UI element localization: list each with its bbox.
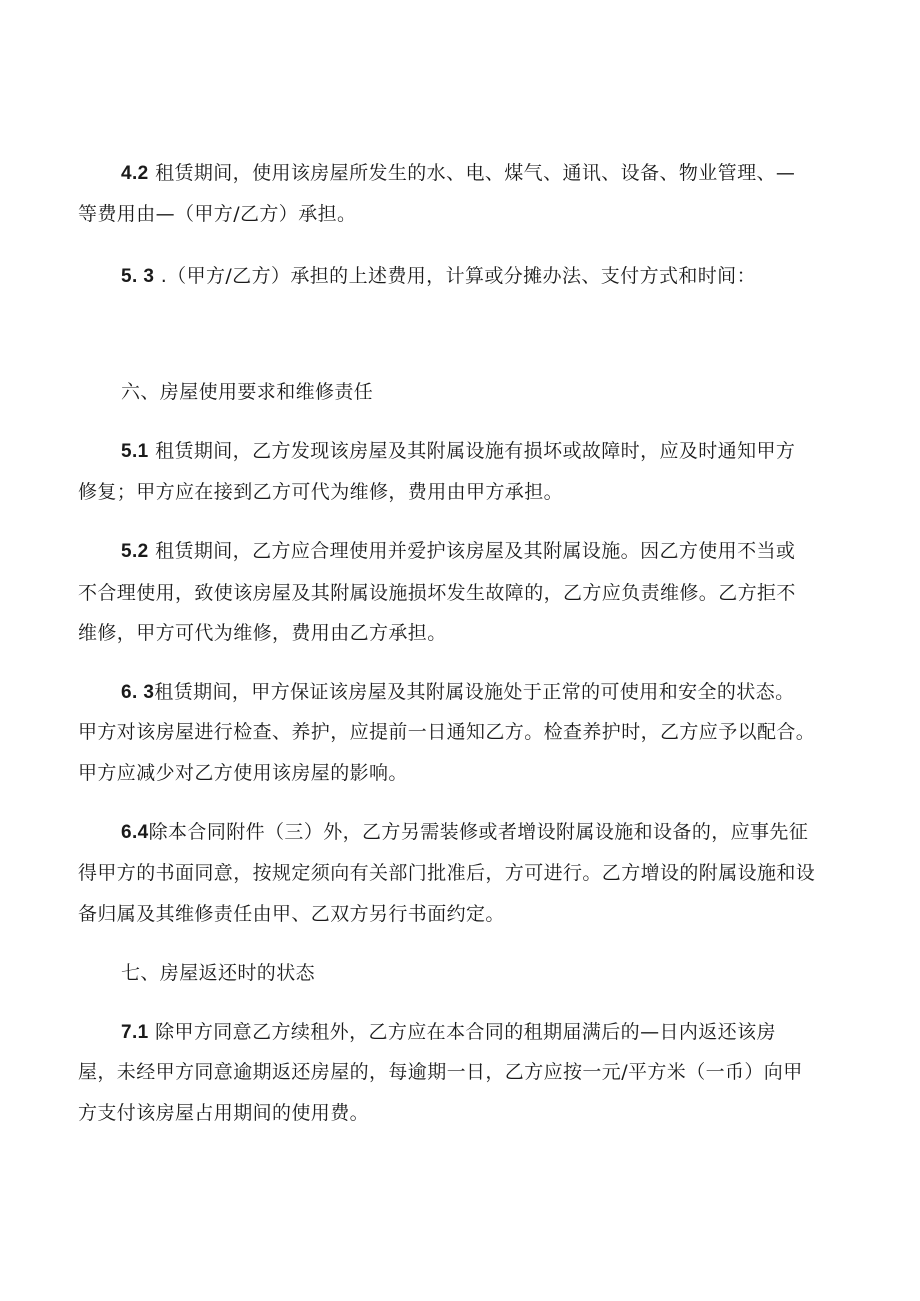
clause-text: 除甲方同意乙方续租外，乙方应在本合同的租期届满后的—日内返还该房 (148, 1021, 776, 1043)
text-line: 维修，甲方可代为维修，费用由乙方承担。 (78, 622, 447, 644)
clause-number: 6. 3 (121, 682, 155, 703)
clause-number: 5. 3 (121, 266, 155, 287)
clause-text: 除本合同附件（三）外，乙方另需装修或者增设附属设施和设备的，应事先征 (148, 821, 809, 843)
clause-text: 租赁期间，甲方保证该房屋及其附属设施处于正常的可使用和安全的状态。 (154, 681, 795, 703)
section-heading: 七、房屋返还时的状态 (121, 962, 316, 984)
text-line (121, 438, 795, 465)
text-line: 屋，未经甲方同意逾期返还房屋的，每逾期一日，乙方应按一元/平方米（一币）向甲 (78, 1061, 803, 1083)
text-line: 方支付该房屋占用期间的使用费。 (78, 1102, 370, 1124)
text-line (121, 160, 795, 187)
text-line: 修复；甲方应在接到乙方可代为维修，费用由甲方承担。 (78, 481, 564, 503)
text-line (121, 679, 795, 706)
clause-number: 5.1 (121, 441, 149, 462)
text-line: 等费用由—（甲方/乙方）承担。 (78, 203, 357, 225)
text-line (121, 263, 756, 290)
clause-text: 租赁期间，乙方应合理使用并爱护该房屋及其附属设施。因乙方使用不当或 (148, 540, 796, 562)
clause-number: 4.2 (121, 163, 149, 184)
text-line: 甲方应减少对乙方使用该房屋的影响。 (78, 762, 408, 784)
clause-text: 租赁期间，乙方发现该房屋及其附属设施有损坏或故障时，应及时通知甲方 (148, 440, 796, 462)
clause-number: 5.2 (121, 541, 149, 562)
text-line (121, 819, 808, 846)
clause-text: .（甲方/乙方）承担的上述费用，计算或分摊办法、支付方式和时间： (154, 265, 756, 287)
text-line: 备归属及其维修责任由甲、乙双方另行书面约定。 (78, 903, 505, 925)
clause-number: 7.1 (121, 1022, 149, 1043)
text-line (121, 538, 795, 565)
section-heading: 六、房屋使用要求和维修责任 (121, 381, 374, 403)
text-line: 得甲方的书面同意，按规定须向有关部门批准后，方可进行。乙方增设的附属设施和设 (78, 862, 816, 884)
text-line (121, 1019, 776, 1046)
clause-number: 6.4 (121, 822, 149, 843)
text-line: 不合理使用，致使该房屋及其附属设施损坏发生故障的，乙方应负责维修。乙方拒不 (78, 582, 796, 604)
text-line: 甲方对该房屋进行检查、养护，应提前一日通知乙方。检查养护时，乙方应予以配合。 (78, 721, 816, 743)
clause-text: 租赁期间，使用该房屋所发生的水、电、煤气、通讯、设备、物业管理、— (148, 162, 796, 184)
